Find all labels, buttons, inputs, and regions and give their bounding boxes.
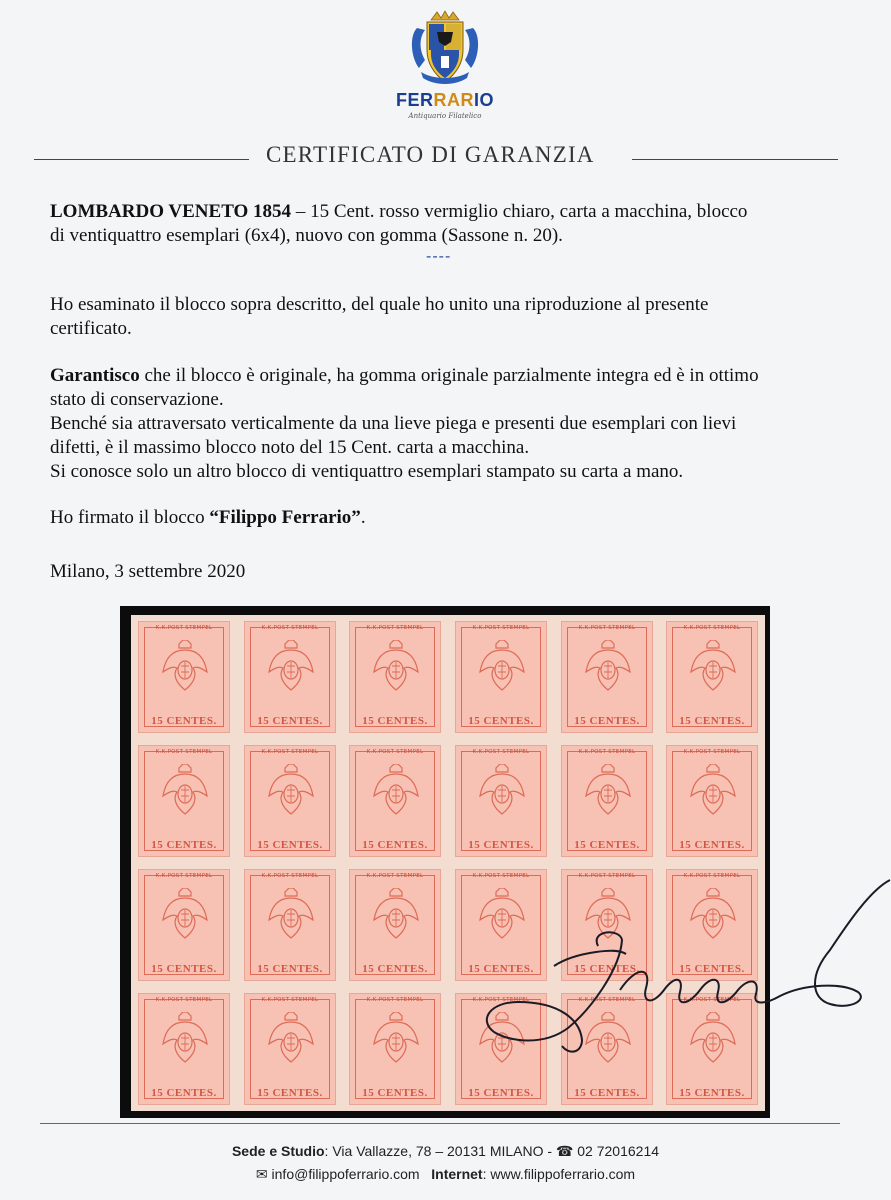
brand-tagline: Antiquario Filatelico xyxy=(408,112,482,120)
stamp-value: 15 CENTES. xyxy=(151,963,217,975)
stamp-r4-c2 xyxy=(244,993,336,1105)
handwritten-signature xyxy=(470,870,891,1070)
footer-rule xyxy=(40,1123,840,1124)
stamp-value: 15 CENTES. xyxy=(151,839,217,851)
double-eagle-icon xyxy=(372,888,420,944)
stamp-r4-c3 xyxy=(349,993,441,1105)
stamp-value: 15 CENTES. xyxy=(468,839,534,851)
stamp-r1-c4 xyxy=(455,621,547,733)
stamp-r3-c1 xyxy=(138,869,230,981)
title-rule-left xyxy=(34,159,249,160)
stamp-value: 15 CENTES. xyxy=(151,715,217,727)
double-eagle-icon xyxy=(478,764,526,820)
stamp-r3-c2 xyxy=(244,869,336,981)
double-eagle-icon xyxy=(267,1012,315,1068)
double-eagle-icon xyxy=(161,764,209,820)
stamp-value: 15 CENTES. xyxy=(468,963,534,975)
footer-contacts: ✉ info@filippoferrario.com Internet: www.filippoferrario.com xyxy=(255,1166,636,1182)
stamp-top-text: K.K.POST STEMPEL xyxy=(261,625,319,631)
stamp-top-text: K.K.POST STEMPEL xyxy=(472,625,530,631)
stamp-value: 15 CENTES. xyxy=(679,839,745,851)
stamp-r2-c5 xyxy=(561,745,653,857)
stamp-top-text: K.K.POST STEMPEL xyxy=(261,873,319,879)
separator-dashes: ---- xyxy=(426,248,452,265)
stamp-top-text: K.K.POST STEMPEL xyxy=(683,749,741,755)
email-icon: ✉ xyxy=(255,1166,272,1182)
stamp-top-text: K.K.POST STEMPEL xyxy=(155,873,213,879)
stamp-top-text: K.K.POST STEMPEL xyxy=(366,749,424,755)
stamp-r2-c3 xyxy=(349,745,441,857)
stamp-r1-c2 xyxy=(244,621,336,733)
stamp-value: 15 CENTES. xyxy=(151,1087,217,1099)
footer-address: Sede e Studio: Via Vallazze, 78 – 20131 MILANO - ☎ 02 72016214 xyxy=(231,1143,660,1159)
stamp-r1-c6 xyxy=(666,621,758,733)
stamp-value: 15 CENTES. xyxy=(362,1087,428,1099)
brand-name: FERRARIO xyxy=(395,90,494,110)
stamp-top-text: K.K.POST STEMPEL xyxy=(472,997,530,1003)
stamp-top-text: K.K.POST STEMPEL xyxy=(261,749,319,755)
double-eagle-icon xyxy=(584,640,632,696)
paragraph-examined: Ho esaminato il blocco sopra descritto, del quale ho unito una riproduzione al presente certificato. xyxy=(50,294,709,339)
paragraph-guarantee: Garantisco che il blocco è originale, ha gomma originale parzialmente integra ed è in ottimo stato di conservazione. Benché sia attraversato verticalmente da una lieve piega e presenti due esemplari con lievi difetti, è il massimo blocco noto del 15 Cent. carta a macchina. Si conosce solo un altro blocco di ventiquattro esemplari stampato su carta a mano. xyxy=(50,365,759,482)
paragraph-signed: Ho firmato il blocco “Filippo Ferrario”. xyxy=(50,507,366,528)
double-eagle-icon xyxy=(161,640,209,696)
stamp-top-text: K.K.POST STEMPEL xyxy=(683,625,741,631)
stamp-top-text: K.K.POST STEMPEL xyxy=(578,873,636,879)
double-eagle-icon xyxy=(372,640,420,696)
phone-icon: ☎ xyxy=(555,1143,578,1159)
stamp-r2-c4 xyxy=(455,745,547,857)
stamp-value: 15 CENTES. xyxy=(257,963,323,975)
stamp-value: 15 CENTES. xyxy=(257,839,323,851)
double-eagle-icon xyxy=(689,640,737,696)
certificate-title-row xyxy=(34,142,838,172)
stamp-value: 15 CENTES. xyxy=(574,963,640,975)
stamp-top-text: K.K.POST STEMPEL xyxy=(683,997,741,1003)
email-address: info@filippoferrario.com xyxy=(271,1166,420,1182)
stamp-top-text: K.K.POST STEMPEL xyxy=(472,749,530,755)
stamp-value: 15 CENTES. xyxy=(257,1087,323,1099)
stamp-value: 15 CENTES. xyxy=(679,715,745,727)
stamp-top-text: K.K.POST STEMPEL xyxy=(683,873,741,879)
certificate-title: CERTIFICATO DI GARANZIA xyxy=(266,142,595,167)
place-date: Milano, 3 settembre 2020 xyxy=(50,561,246,582)
double-eagle-icon xyxy=(267,888,315,944)
stamp-value: 15 CENTES. xyxy=(679,963,745,975)
double-eagle-icon xyxy=(372,764,420,820)
stamp-description: LOMBARDO VENETO 1854 – 15 Cent. rosso vermiglio chiaro, carta a macchina, blocco di ventiquattro esemplari (6x4), nuovo con gomma (Sassone n. 20). xyxy=(50,201,748,246)
double-eagle-icon xyxy=(161,1012,209,1068)
double-eagle-icon xyxy=(689,764,737,820)
guarantee-keyword: Garantisco xyxy=(50,365,140,386)
double-eagle-icon xyxy=(584,764,632,820)
stamp-r3-c3 xyxy=(349,869,441,981)
stamp-value: 15 CENTES. xyxy=(468,715,534,727)
stamp-top-text: K.K.POST STEMPEL xyxy=(366,873,424,879)
stamp-top-text: K.K.POST STEMPEL xyxy=(578,749,636,755)
stamp-r2-c6 xyxy=(666,745,758,857)
stamp-r1-c5 xyxy=(561,621,653,733)
stamp-r2-c2 xyxy=(244,745,336,857)
stamp-value: 15 CENTES. xyxy=(257,715,323,727)
double-eagle-icon xyxy=(267,764,315,820)
stamp-top-text: K.K.POST STEMPEL xyxy=(261,997,319,1003)
stamp-top-text: K.K.POST STEMPEL xyxy=(155,749,213,755)
stamp-top-text: K.K.POST STEMPEL xyxy=(578,997,636,1003)
double-eagle-icon xyxy=(372,1012,420,1068)
stamp-top-text: K.K.POST STEMPEL xyxy=(155,997,213,1003)
stamp-top-text: K.K.POST STEMPEL xyxy=(366,997,424,1003)
stamp-value: 15 CENTES. xyxy=(574,715,640,727)
double-eagle-icon xyxy=(267,640,315,696)
title-rule-right xyxy=(632,159,838,160)
phone-number: 02 72016214 xyxy=(577,1143,660,1159)
stamp-r1-c3 xyxy=(349,621,441,733)
stamp-top-text: K.K.POST STEMPEL xyxy=(366,625,424,631)
website: : www.filippoferrario.com xyxy=(482,1166,636,1182)
stamp-value: 15 CENTES. xyxy=(362,715,428,727)
stamp-r2-c1 xyxy=(138,745,230,857)
stamp-value: 15 CENTES. xyxy=(574,839,640,851)
ferrario-logo xyxy=(395,10,495,120)
stamp-top-text: K.K.POST STEMPEL xyxy=(578,625,636,631)
stamp-value: 15 CENTES. xyxy=(468,1087,534,1099)
stamp-value: 15 CENTES. xyxy=(679,1087,745,1099)
double-eagle-icon xyxy=(478,640,526,696)
stamp-r1-c1 xyxy=(138,621,230,733)
stamp-r4-c1 xyxy=(138,993,230,1105)
stamp-top-text: K.K.POST STEMPEL xyxy=(155,625,213,631)
stamp-value: 15 CENTES. xyxy=(574,1087,640,1099)
stamp-value: 15 CENTES. xyxy=(362,839,428,851)
signature-name: “Filippo Ferrario” xyxy=(209,507,361,528)
coat-of-arms-icon xyxy=(407,10,483,88)
stamp-top-text: K.K.POST STEMPEL xyxy=(472,873,530,879)
stamp-value: 15 CENTES. xyxy=(362,963,428,975)
double-eagle-icon xyxy=(161,888,209,944)
issue-name: LOMBARDO VENETO 1854 xyxy=(50,201,292,222)
